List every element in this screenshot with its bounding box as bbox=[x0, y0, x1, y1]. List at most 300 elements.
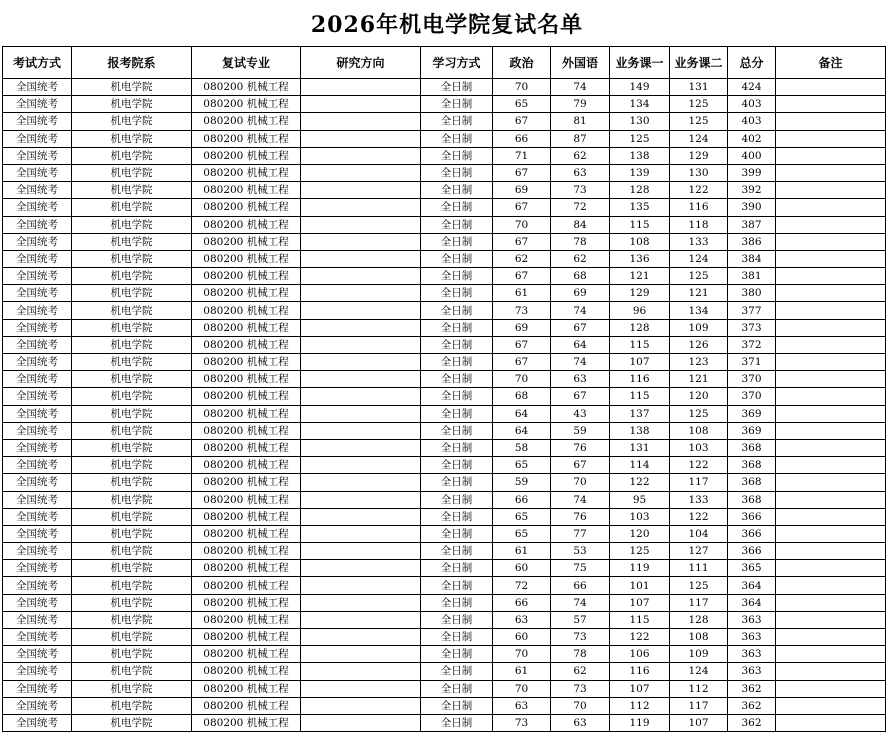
cell-study-mode: 全日制 bbox=[421, 216, 493, 233]
table-row bbox=[3, 354, 886, 371]
cell-department: 机电学院 bbox=[72, 199, 192, 216]
cell-study-mode: 全日制 bbox=[421, 199, 493, 216]
cell-course-two: 116 bbox=[670, 199, 728, 216]
cell-politics: 67 bbox=[493, 113, 551, 130]
cell-politics: 69 bbox=[493, 182, 551, 199]
cell-politics: 66 bbox=[493, 594, 551, 611]
cell-department: 机电学院 bbox=[72, 405, 192, 422]
cell-exam-method: 全国统考 bbox=[3, 560, 72, 577]
cell-politics: 61 bbox=[493, 663, 551, 680]
cell-major: 080200 机械工程 bbox=[192, 388, 301, 405]
cell-department: 机电学院 bbox=[72, 629, 192, 646]
table-row bbox=[3, 525, 886, 542]
cell-exam-method: 全国统考 bbox=[3, 646, 72, 663]
cell-course-two: 121 bbox=[670, 371, 728, 388]
cell-research-direction bbox=[301, 268, 421, 285]
cell-politics: 60 bbox=[493, 629, 551, 646]
cell-course-two: 133 bbox=[670, 233, 728, 250]
header-remarks: 备注 bbox=[776, 47, 886, 79]
cell-department: 机电学院 bbox=[72, 422, 192, 439]
cell-exam-method: 全国统考 bbox=[3, 268, 72, 285]
table-row bbox=[3, 629, 886, 646]
cell-research-direction bbox=[301, 199, 421, 216]
cell-course-one: 108 bbox=[610, 233, 670, 250]
table-row bbox=[3, 405, 886, 422]
cell-foreign-language: 73 bbox=[551, 629, 610, 646]
cell-remarks bbox=[776, 594, 886, 611]
cell-remarks bbox=[776, 611, 886, 628]
cell-major: 080200 机械工程 bbox=[192, 439, 301, 456]
cell-total: 392 bbox=[728, 182, 776, 199]
cell-research-direction bbox=[301, 697, 421, 714]
cell-department: 机电学院 bbox=[72, 439, 192, 456]
cell-foreign-language: 70 bbox=[551, 474, 610, 491]
cell-total: 402 bbox=[728, 130, 776, 147]
cell-major: 080200 机械工程 bbox=[192, 336, 301, 353]
cell-research-direction bbox=[301, 646, 421, 663]
cell-study-mode: 全日制 bbox=[421, 474, 493, 491]
cell-major: 080200 机械工程 bbox=[192, 233, 301, 250]
cell-major: 080200 机械工程 bbox=[192, 147, 301, 164]
cell-course-two: 127 bbox=[670, 543, 728, 560]
cell-course-one: 135 bbox=[610, 199, 670, 216]
cell-exam-method: 全国统考 bbox=[3, 354, 72, 371]
cell-foreign-language: 69 bbox=[551, 285, 610, 302]
cell-course-two: 124 bbox=[670, 663, 728, 680]
cell-exam-method: 全国统考 bbox=[3, 371, 72, 388]
cell-course-two: 111 bbox=[670, 560, 728, 577]
cell-foreign-language: 59 bbox=[551, 422, 610, 439]
cell-politics: 70 bbox=[493, 646, 551, 663]
cell-remarks bbox=[776, 439, 886, 456]
cell-exam-method: 全国统考 bbox=[3, 680, 72, 697]
cell-remarks bbox=[776, 147, 886, 164]
cell-research-direction bbox=[301, 371, 421, 388]
cell-course-two: 108 bbox=[670, 629, 728, 646]
page-title: 2026年机电学院复试名单 bbox=[310, 12, 584, 38]
cell-total: 384 bbox=[728, 250, 776, 267]
cell-major: 080200 机械工程 bbox=[192, 680, 301, 697]
cell-total: 364 bbox=[728, 594, 776, 611]
table-row bbox=[3, 680, 886, 697]
cell-department: 机电学院 bbox=[72, 680, 192, 697]
cell-politics: 60 bbox=[493, 560, 551, 577]
cell-foreign-language: 62 bbox=[551, 663, 610, 680]
cell-course-one: 107 bbox=[610, 680, 670, 697]
cell-total: 366 bbox=[728, 508, 776, 525]
cell-course-two: 117 bbox=[670, 594, 728, 611]
cell-exam-method: 全国统考 bbox=[3, 611, 72, 628]
cell-exam-method: 全国统考 bbox=[3, 629, 72, 646]
cell-course-one: 106 bbox=[610, 646, 670, 663]
cell-course-one: 134 bbox=[610, 96, 670, 113]
cell-research-direction bbox=[301, 147, 421, 164]
cell-total: 424 bbox=[728, 79, 776, 96]
cell-remarks bbox=[776, 285, 886, 302]
cell-study-mode: 全日制 bbox=[421, 371, 493, 388]
table-row bbox=[3, 646, 886, 663]
table-row bbox=[3, 491, 886, 508]
cell-major: 080200 机械工程 bbox=[192, 199, 301, 216]
cell-department: 机电学院 bbox=[72, 130, 192, 147]
cell-foreign-language: 79 bbox=[551, 96, 610, 113]
table-row bbox=[3, 714, 886, 731]
cell-department: 机电学院 bbox=[72, 560, 192, 577]
cell-foreign-language: 75 bbox=[551, 560, 610, 577]
table-row bbox=[3, 268, 886, 285]
cell-study-mode: 全日制 bbox=[421, 629, 493, 646]
cell-research-direction bbox=[301, 491, 421, 508]
cell-total: 369 bbox=[728, 422, 776, 439]
cell-major: 080200 机械工程 bbox=[192, 113, 301, 130]
table-row bbox=[3, 96, 886, 113]
cell-department: 机电学院 bbox=[72, 319, 192, 336]
cell-department: 机电学院 bbox=[72, 250, 192, 267]
cell-department: 机电学院 bbox=[72, 302, 192, 319]
cell-research-direction bbox=[301, 629, 421, 646]
cell-remarks bbox=[776, 199, 886, 216]
cell-course-one: 138 bbox=[610, 147, 670, 164]
header-department: 报考院系 bbox=[72, 47, 192, 79]
header-study-mode: 学习方式 bbox=[421, 47, 493, 79]
cell-research-direction bbox=[301, 250, 421, 267]
cell-course-two: 125 bbox=[670, 113, 728, 130]
cell-department: 机电学院 bbox=[72, 646, 192, 663]
cell-department: 机电学院 bbox=[72, 388, 192, 405]
cell-course-two: 117 bbox=[670, 474, 728, 491]
cell-study-mode: 全日制 bbox=[421, 113, 493, 130]
cell-study-mode: 全日制 bbox=[421, 182, 493, 199]
cell-major: 080200 机械工程 bbox=[192, 474, 301, 491]
cell-course-two: 121 bbox=[670, 285, 728, 302]
cell-course-two: 125 bbox=[670, 577, 728, 594]
cell-course-two: 130 bbox=[670, 164, 728, 181]
cell-foreign-language: 72 bbox=[551, 199, 610, 216]
cell-course-one: 122 bbox=[610, 474, 670, 491]
cell-course-two: 133 bbox=[670, 491, 728, 508]
cell-remarks bbox=[776, 714, 886, 731]
cell-exam-method: 全国统考 bbox=[3, 302, 72, 319]
cell-course-one: 115 bbox=[610, 336, 670, 353]
cell-exam-method: 全国统考 bbox=[3, 577, 72, 594]
cell-exam-method: 全国统考 bbox=[3, 216, 72, 233]
cell-major: 080200 机械工程 bbox=[192, 182, 301, 199]
cell-exam-method: 全国统考 bbox=[3, 405, 72, 422]
cell-total: 369 bbox=[728, 405, 776, 422]
cell-major: 080200 机械工程 bbox=[192, 543, 301, 560]
cell-study-mode: 全日制 bbox=[421, 439, 493, 456]
cell-study-mode: 全日制 bbox=[421, 491, 493, 508]
cell-total: 365 bbox=[728, 560, 776, 577]
cell-exam-method: 全国统考 bbox=[3, 336, 72, 353]
cell-remarks bbox=[776, 577, 886, 594]
table-row bbox=[3, 422, 886, 439]
cell-major: 080200 机械工程 bbox=[192, 250, 301, 267]
cell-course-one: 115 bbox=[610, 216, 670, 233]
cell-politics: 59 bbox=[493, 474, 551, 491]
cell-major: 080200 机械工程 bbox=[192, 405, 301, 422]
cell-course-one: 136 bbox=[610, 250, 670, 267]
cell-course-one: 125 bbox=[610, 130, 670, 147]
cell-total: 368 bbox=[728, 439, 776, 456]
cell-foreign-language: 63 bbox=[551, 164, 610, 181]
cell-remarks bbox=[776, 663, 886, 680]
header-research-direction: 研究方向 bbox=[301, 47, 421, 79]
cell-total: 363 bbox=[728, 663, 776, 680]
cell-department: 机电学院 bbox=[72, 543, 192, 560]
cell-research-direction bbox=[301, 79, 421, 96]
cell-remarks bbox=[776, 336, 886, 353]
cell-research-direction bbox=[301, 405, 421, 422]
cell-course-one: 107 bbox=[610, 594, 670, 611]
cell-foreign-language: 63 bbox=[551, 371, 610, 388]
cell-major: 080200 机械工程 bbox=[192, 525, 301, 542]
cell-politics: 61 bbox=[493, 285, 551, 302]
cell-course-two: 108 bbox=[670, 422, 728, 439]
cell-study-mode: 全日制 bbox=[421, 646, 493, 663]
cell-research-direction bbox=[301, 457, 421, 474]
cell-department: 机电学院 bbox=[72, 491, 192, 508]
cell-research-direction bbox=[301, 354, 421, 371]
cell-study-mode: 全日制 bbox=[421, 697, 493, 714]
cell-major: 080200 机械工程 bbox=[192, 611, 301, 628]
cell-remarks bbox=[776, 543, 886, 560]
cell-foreign-language: 64 bbox=[551, 336, 610, 353]
cell-course-one: 96 bbox=[610, 302, 670, 319]
cell-course-two: 122 bbox=[670, 182, 728, 199]
table-row bbox=[3, 474, 886, 491]
cell-study-mode: 全日制 bbox=[421, 130, 493, 147]
cell-course-two: 112 bbox=[670, 680, 728, 697]
cell-total: 386 bbox=[728, 233, 776, 250]
cell-major: 080200 机械工程 bbox=[192, 697, 301, 714]
cell-course-one: 125 bbox=[610, 543, 670, 560]
cell-major: 080200 机械工程 bbox=[192, 577, 301, 594]
cell-study-mode: 全日制 bbox=[421, 714, 493, 731]
cell-department: 机电学院 bbox=[72, 216, 192, 233]
cell-course-two: 125 bbox=[670, 268, 728, 285]
cell-politics: 67 bbox=[493, 268, 551, 285]
cell-exam-method: 全国统考 bbox=[3, 457, 72, 474]
cell-total: 403 bbox=[728, 113, 776, 130]
cell-course-one: 128 bbox=[610, 182, 670, 199]
cell-foreign-language: 67 bbox=[551, 319, 610, 336]
cell-remarks bbox=[776, 233, 886, 250]
cell-major: 080200 机械工程 bbox=[192, 371, 301, 388]
cell-foreign-language: 78 bbox=[551, 646, 610, 663]
cell-study-mode: 全日制 bbox=[421, 79, 493, 96]
cell-course-two: 125 bbox=[670, 96, 728, 113]
cell-exam-method: 全国统考 bbox=[3, 319, 72, 336]
cell-course-two: 120 bbox=[670, 388, 728, 405]
cell-foreign-language: 57 bbox=[551, 611, 610, 628]
cell-total: 380 bbox=[728, 285, 776, 302]
cell-exam-method: 全国统考 bbox=[3, 130, 72, 147]
cell-exam-method: 全国统考 bbox=[3, 543, 72, 560]
cell-course-one: 115 bbox=[610, 388, 670, 405]
cell-course-two: 117 bbox=[670, 697, 728, 714]
cell-total: 362 bbox=[728, 714, 776, 731]
header-total: 总分 bbox=[728, 47, 776, 79]
cell-politics: 73 bbox=[493, 714, 551, 731]
cell-politics: 67 bbox=[493, 164, 551, 181]
cell-department: 机电学院 bbox=[72, 508, 192, 525]
cell-foreign-language: 63 bbox=[551, 714, 610, 731]
cell-total: 363 bbox=[728, 611, 776, 628]
cell-total: 381 bbox=[728, 268, 776, 285]
cell-department: 机电学院 bbox=[72, 525, 192, 542]
cell-total: 387 bbox=[728, 216, 776, 233]
cell-course-one: 103 bbox=[610, 508, 670, 525]
header-foreign-language: 外国语 bbox=[551, 47, 610, 79]
cell-foreign-language: 62 bbox=[551, 250, 610, 267]
cell-politics: 66 bbox=[493, 130, 551, 147]
cell-total: 373 bbox=[728, 319, 776, 336]
cell-research-direction bbox=[301, 164, 421, 181]
cell-foreign-language: 74 bbox=[551, 594, 610, 611]
cell-study-mode: 全日制 bbox=[421, 594, 493, 611]
cell-research-direction bbox=[301, 680, 421, 697]
cell-course-one: 149 bbox=[610, 79, 670, 96]
cell-foreign-language: 74 bbox=[551, 354, 610, 371]
cell-remarks bbox=[776, 216, 886, 233]
cell-politics: 62 bbox=[493, 250, 551, 267]
cell-study-mode: 全日制 bbox=[421, 560, 493, 577]
cell-research-direction bbox=[301, 439, 421, 456]
cell-study-mode: 全日制 bbox=[421, 543, 493, 560]
table-row bbox=[3, 319, 886, 336]
cell-course-one: 129 bbox=[610, 285, 670, 302]
cell-exam-method: 全国统考 bbox=[3, 233, 72, 250]
cell-course-two: 128 bbox=[670, 611, 728, 628]
table-row bbox=[3, 508, 886, 525]
cell-study-mode: 全日制 bbox=[421, 457, 493, 474]
cell-total: 362 bbox=[728, 680, 776, 697]
header-exam-method: 考试方式 bbox=[3, 47, 72, 79]
cell-major: 080200 机械工程 bbox=[192, 714, 301, 731]
table-row bbox=[3, 182, 886, 199]
cell-foreign-language: 74 bbox=[551, 79, 610, 96]
cell-politics: 65 bbox=[493, 457, 551, 474]
cell-course-one: 107 bbox=[610, 354, 670, 371]
cell-exam-method: 全国统考 bbox=[3, 474, 72, 491]
cell-foreign-language: 67 bbox=[551, 388, 610, 405]
cell-politics: 71 bbox=[493, 147, 551, 164]
table-row bbox=[3, 388, 886, 405]
cell-foreign-language: 67 bbox=[551, 457, 610, 474]
table-row bbox=[3, 113, 886, 130]
cell-research-direction bbox=[301, 336, 421, 353]
cell-course-two: 124 bbox=[670, 250, 728, 267]
cell-course-one: 116 bbox=[610, 663, 670, 680]
table-header-row bbox=[3, 47, 886, 79]
cell-course-two: 124 bbox=[670, 130, 728, 147]
header-politics: 政治 bbox=[493, 47, 551, 79]
cell-course-two: 125 bbox=[670, 405, 728, 422]
cell-major: 080200 机械工程 bbox=[192, 164, 301, 181]
cell-study-mode: 全日制 bbox=[421, 268, 493, 285]
table-row bbox=[3, 594, 886, 611]
table-row bbox=[3, 216, 886, 233]
cell-department: 机电学院 bbox=[72, 474, 192, 491]
cell-course-two: 129 bbox=[670, 147, 728, 164]
table-row bbox=[3, 457, 886, 474]
cell-politics: 70 bbox=[493, 79, 551, 96]
cell-major: 080200 机械工程 bbox=[192, 268, 301, 285]
cell-politics: 67 bbox=[493, 199, 551, 216]
cell-major: 080200 机械工程 bbox=[192, 285, 301, 302]
cell-research-direction bbox=[301, 474, 421, 491]
cell-major: 080200 机械工程 bbox=[192, 302, 301, 319]
cell-course-one: 122 bbox=[610, 629, 670, 646]
cell-study-mode: 全日制 bbox=[421, 147, 493, 164]
cell-remarks bbox=[776, 371, 886, 388]
cell-course-two: 109 bbox=[670, 646, 728, 663]
cell-course-two: 104 bbox=[670, 525, 728, 542]
cell-remarks bbox=[776, 250, 886, 267]
cell-exam-method: 全国统考 bbox=[3, 113, 72, 130]
table-row bbox=[3, 543, 886, 560]
candidate-table bbox=[2, 46, 886, 732]
cell-politics: 73 bbox=[493, 302, 551, 319]
cell-remarks bbox=[776, 629, 886, 646]
cell-major: 080200 机械工程 bbox=[192, 646, 301, 663]
cell-politics: 65 bbox=[493, 96, 551, 113]
table-row bbox=[3, 302, 886, 319]
cell-major: 080200 机械工程 bbox=[192, 663, 301, 680]
cell-total: 390 bbox=[728, 199, 776, 216]
cell-course-one: 137 bbox=[610, 405, 670, 422]
cell-department: 机电学院 bbox=[72, 336, 192, 353]
cell-foreign-language: 68 bbox=[551, 268, 610, 285]
cell-course-one: 119 bbox=[610, 560, 670, 577]
cell-exam-method: 全国统考 bbox=[3, 525, 72, 542]
cell-course-one: 115 bbox=[610, 611, 670, 628]
cell-foreign-language: 81 bbox=[551, 113, 610, 130]
cell-study-mode: 全日制 bbox=[421, 164, 493, 181]
cell-politics: 69 bbox=[493, 319, 551, 336]
cell-department: 机电学院 bbox=[72, 697, 192, 714]
cell-politics: 65 bbox=[493, 525, 551, 542]
cell-foreign-language: 84 bbox=[551, 216, 610, 233]
cell-exam-method: 全国统考 bbox=[3, 714, 72, 731]
cell-department: 机电学院 bbox=[72, 182, 192, 199]
cell-course-two: 103 bbox=[670, 439, 728, 456]
cell-politics: 67 bbox=[493, 233, 551, 250]
cell-foreign-language: 78 bbox=[551, 233, 610, 250]
cell-exam-method: 全国统考 bbox=[3, 147, 72, 164]
cell-course-two: 134 bbox=[670, 302, 728, 319]
table-row bbox=[3, 233, 886, 250]
cell-remarks bbox=[776, 560, 886, 577]
header-course-one: 业务课一 bbox=[610, 47, 670, 79]
cell-foreign-language: 62 bbox=[551, 147, 610, 164]
cell-total: 364 bbox=[728, 577, 776, 594]
table-row bbox=[3, 560, 886, 577]
cell-study-mode: 全日制 bbox=[421, 233, 493, 250]
table-row bbox=[3, 285, 886, 302]
cell-exam-method: 全国统考 bbox=[3, 508, 72, 525]
cell-course-one: 128 bbox=[610, 319, 670, 336]
cell-research-direction bbox=[301, 560, 421, 577]
cell-total: 366 bbox=[728, 525, 776, 542]
cell-major: 080200 机械工程 bbox=[192, 560, 301, 577]
cell-politics: 66 bbox=[493, 491, 551, 508]
cell-total: 400 bbox=[728, 147, 776, 164]
cell-politics: 63 bbox=[493, 697, 551, 714]
table-row bbox=[3, 79, 886, 96]
cell-course-one: 114 bbox=[610, 457, 670, 474]
